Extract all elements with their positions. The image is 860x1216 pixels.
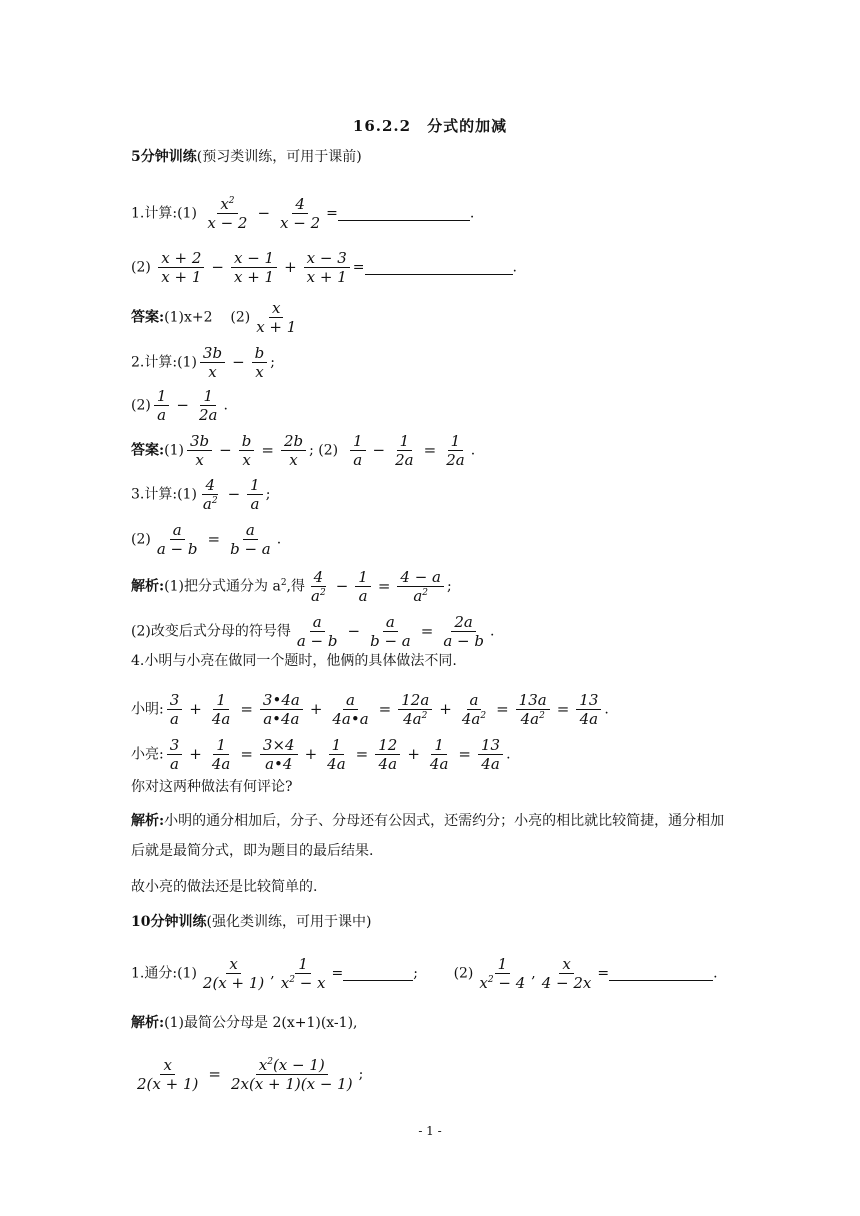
q10-1-p2: (2) [453, 965, 474, 982]
q3-analysis-1: 解析:(1)把分式通分为 $a^2$,得 $\frac{4}{a^2}$ − $\frac{1}{a}$ = $\frac{4 - a}{a^2}$ ; [131, 568, 452, 605]
q4-xiaoliang: 小亮: $\frac{3}{a}$ + $\frac{1}{4a}$ = $\frac{3\times 4}{a•4}$ + $\frac{1}{4a}$ = $\frac{12}{4a}$ + $\frac{1}{4a}$ = $\frac{13}{4a}$ . [131, 736, 511, 773]
q1-answer-1: (1)x+2 [164, 309, 213, 326]
xiaoliang-label: 小亮: [131, 746, 164, 763]
q3-analysis1-text: (1)把分式通分为 a [164, 578, 281, 595]
answer-label: 答案: [131, 309, 165, 326]
q1-answer: 答案:(1)x+2 (2) $\frac{x}{x + 1}$ [131, 299, 297, 336]
section-sub: (预习类训练，可用于课前) [196, 149, 362, 165]
analysis-label: 解析: [131, 1015, 165, 1031]
q3-analysis2-text: (2)改变后式分母的符号得 [131, 623, 291, 640]
q2-p2: (2) [131, 397, 151, 414]
page-number: - 1 - [418, 1124, 442, 1138]
q1-stem: 1.计算:(1) [131, 205, 197, 222]
q1-p2: (2) [131, 259, 151, 276]
q2-ans2: ; (2) [309, 442, 339, 459]
section-label: 5分钟训练 [131, 149, 197, 165]
q4-question: 你对这两种做法有何评论? [131, 779, 293, 795]
q1-part1: 1.计算:(1) $\frac{x^2}{x - 2}$ − $\frac{4}{x - 2}$ = . [131, 195, 475, 232]
q1-part2: (2) $\frac{x + 2}{x + 1}$ − $\frac{x - 1}{x + 1}$ + $\frac{x - 3}{x + 1}$ = . [131, 249, 517, 286]
section-sub: (强化类训练，可用于课中) [206, 914, 372, 930]
q2-part1: 2.计算:(1) $\frac{3b}{x}$ − $\frac{b}{x}$ ; [131, 344, 275, 381]
q4-analysis [131, 806, 735, 866]
analysis-label: 解析: [131, 813, 165, 829]
q2-answer: 答案:(1) $\frac{3b}{x}$ − $\frac{b}{x}$ = $\frac{2b}{x}$ ; (2) $\frac{1}{a}$ − $\frac{1}{2a}$ = $\frac{1}{2a}$ . [131, 432, 476, 469]
q3-analysis-2: (2)改变后式分母的符号得 $\frac{a}{a - b}$ − $\frac{a}{b - a}$ = $\frac{2a}{a - b}$ . [131, 613, 495, 650]
q10-1-analysis [131, 1013, 357, 1033]
q10-1-equation: $\frac{x}{2(x + 1)}$ = $\frac{x^2(x - 1)}{2x(x + 1)(x - 1)}$ ; [137, 1056, 364, 1093]
q3-part1: 3.计算:(1) $\frac{4}{a^2}$ − $\frac{1}{a}$ ; [131, 476, 271, 513]
q10-1-analysis-text: (1)最简公分母是 2(x+1)(x-1), [164, 1015, 358, 1031]
q10-1-stem: 1.通分:(1) [131, 965, 197, 982]
q2-ans1: (1) [164, 442, 185, 459]
q3-analysis1b-text: ,得 [286, 578, 305, 595]
analysis-label: 解析: [131, 578, 165, 595]
q2-stem: 2.计算:(1) [131, 354, 197, 371]
xiaoming-label: 小明: [131, 701, 164, 718]
section-5min-heading [131, 147, 362, 167]
q4-conclusion: 故小亮的做法还是比较简单的. [131, 879, 318, 895]
q3-part2: (2) $\frac{a}{a - b}$ = $\frac{a}{b - a}$ . [131, 521, 282, 558]
q3-stem: 3.计算:(1) [131, 486, 197, 503]
section-label: 10分钟训练 [131, 914, 207, 930]
section-10min-heading [131, 912, 371, 932]
q10-1: 1.通分:(1) $\frac{x}{2(x + 1)}$ , $\frac{1}{x^2 - x}$ = ; (2) $\frac{1}{x^2 - 4}$ , $\frac{x}{4 - 2x}$ = . [131, 955, 718, 992]
q2-part2: (2) $\frac{1}{a}$ − $\frac{1}{2a}$ . [131, 387, 228, 424]
q4-xiaoming: 小明: $\frac{3}{a}$ + $\frac{1}{4a}$ = $\frac{3•4a}{a•4a}$ + $\frac{a}{4a•a}$ = $\frac{12a}{4a^2}$ + $\frac{a}{4a^2}$ = $\frac{13a}{4a^2}$ = $\frac{13}{4a}$ . [131, 691, 609, 728]
q4-stem: 4.小明与小亮在做同一个题时，他俩的具体做法不同. [131, 653, 457, 669]
page-title: 16.2.2 分式的加减 [352, 117, 508, 135]
q3-p2: (2) [131, 531, 151, 548]
answer-label: 答案: [131, 442, 165, 459]
q4-analysis-text: 小明的通分相加后，分子、分母还有公因式，还需约分；小亮的相比就比较简捷，通分相加后就是最简分式，即为题目的最后结果. [131, 813, 725, 859]
q1-answer-2: (2) [230, 309, 251, 326]
